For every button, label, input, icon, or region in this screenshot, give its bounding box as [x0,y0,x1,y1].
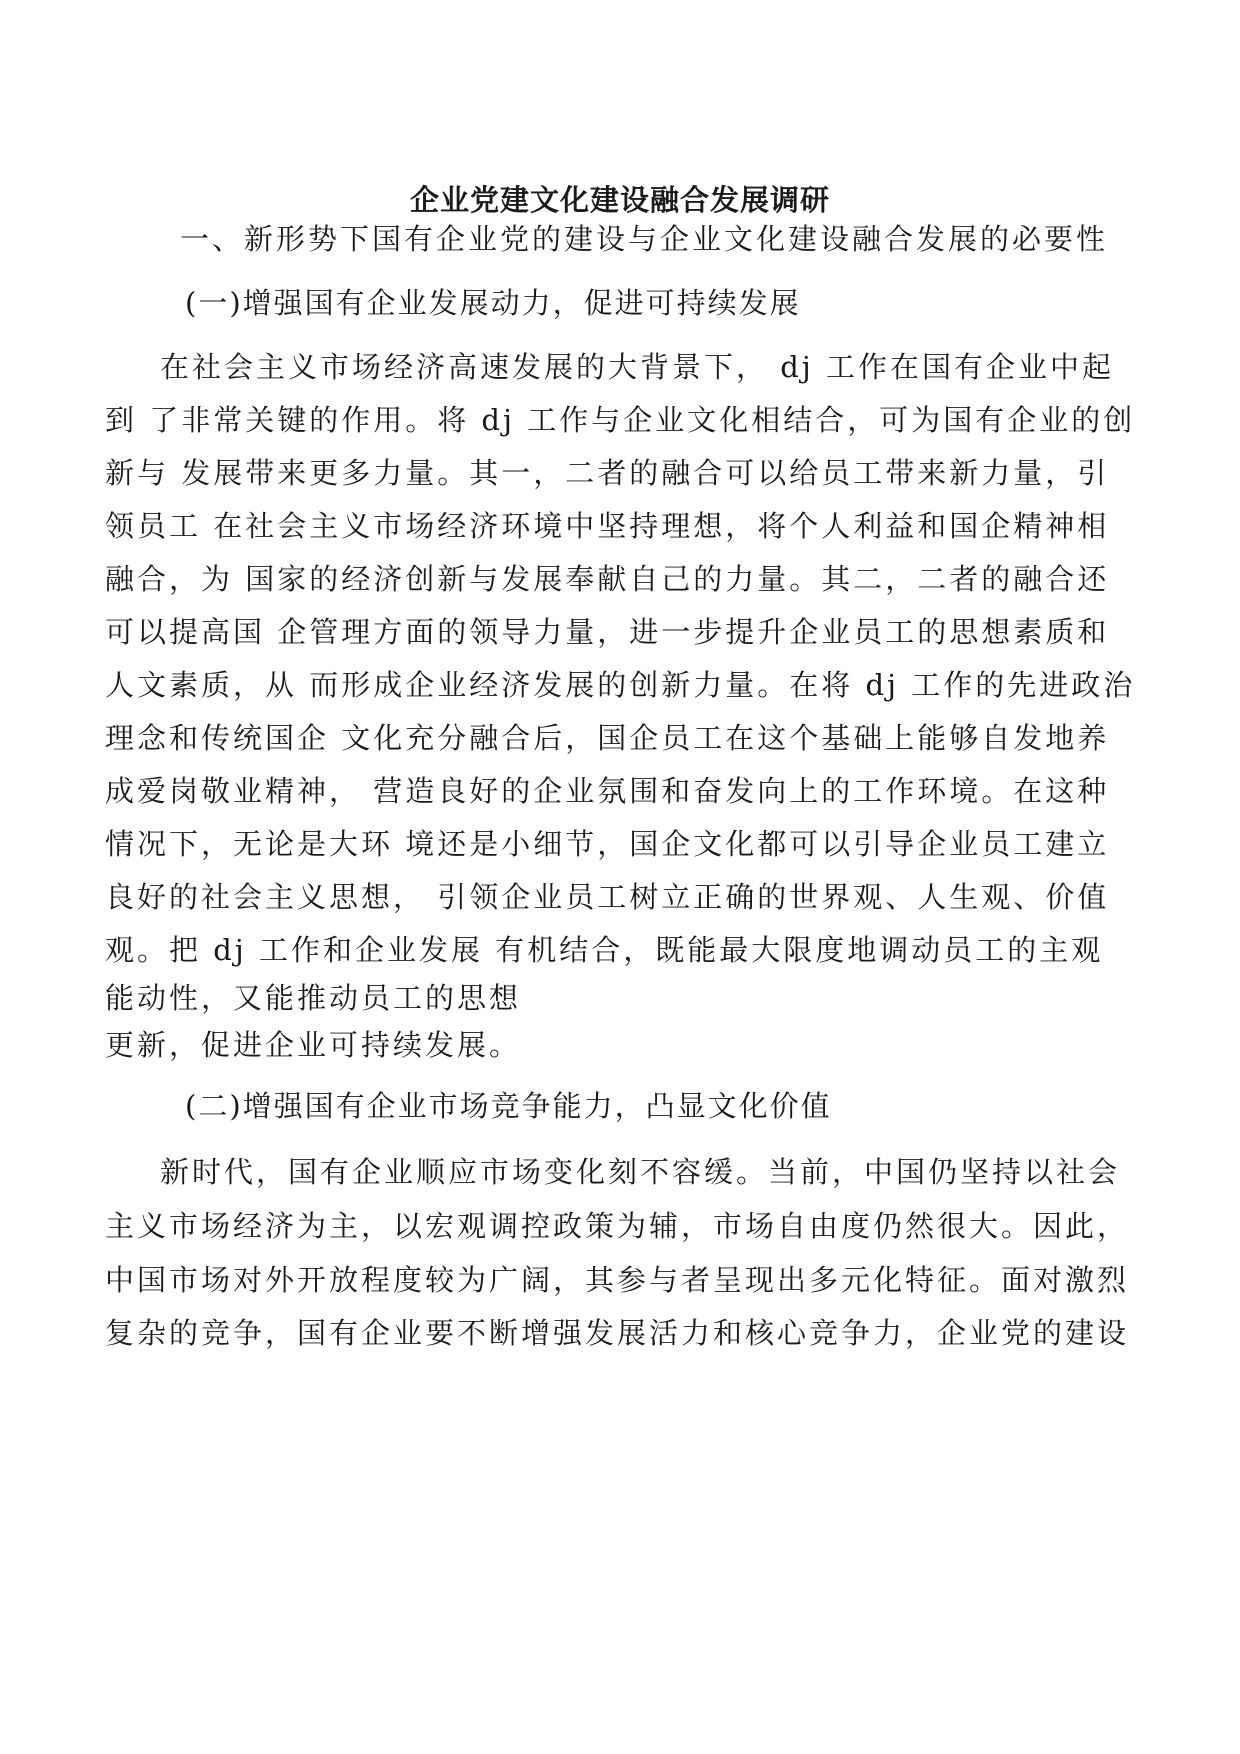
paragraph-line: 在社会主义市场经济高速发展的大背景下， dj 工作在国有企业中起 [160,350,1114,384]
paragraph-line: 能动性，又能推动员工的思想 [105,981,522,1015]
subsection-heading-2: (二)增强国有企业市场竞争能力，凸显文化价值 [185,1089,832,1123]
paragraph-line: 新时代，国有企业顺应市场变化刻不容缓。当前，中国仍坚持以社会 [160,1155,1121,1189]
paragraph-line: 主义市场经济为主，以宏观调控政策为辅，市场自由度仍然很大。因此， [105,1209,1130,1243]
paragraph-line: 人文素质，从 而形成企业经济发展的创新力量。在将 dj 工作的先进政治 [105,668,1136,702]
paragraph-line: 情况下，无论是大环 境还是小细节，国企文化都可以引导企业员工建立 [105,827,1110,861]
paragraph-line: 复杂的竞争，国有企业要不断增强发展活力和核心竞争力，企业党的建设 [105,1316,1130,1350]
subsection-heading-1: (一)增强国有企业发展动力，促进可持续发展 [185,286,801,320]
paragraph-line: 领员工 在社会主义市场经济环境中坚持理想，将个人利益和国企精神相 [105,509,1110,543]
document-title: 企业党建文化建设融合发展调研 [409,183,830,217]
paragraph-line: 中国市场对外开放程度较为广阔，其参与者呈现出多元化特征。面对激烈 [105,1263,1130,1297]
paragraph-line: 成爱岗敬业精神， 营造良好的企业氛围和奋发向上的工作环境。在这种 [105,774,1110,808]
paragraph-line: 到 了非常关键的作用。将 dj 工作与企业文化相结合，可为国有企业的创 [105,403,1136,437]
paragraph-line: 可以提高国 企管理方面的领导力量，进一步提升企业员工的思想素质和 [105,615,1110,649]
paragraph-line: 融合，为 国家的经济创新与发展奉献自己的力量。其二，二者的融合还 [105,562,1110,596]
paragraph-line: 理念和传统国企 文化充分融合后，国企员工在这个基础上能够自发地养 [105,721,1110,755]
paragraph-line: 更新，促进企业可持续发展。 [105,1028,522,1062]
paragraph-line: 良好的社会主义思想， 引领企业员工树立正确的世界观、人生观、价值 [105,880,1110,914]
section-heading: 一、新形势下国有企业党的建设与企业文化建设融合发展的必要性 [180,222,1109,256]
paragraph-line: 观。把 dj 工作和企业发展 有机结合，既能最大限度地调动员工的主观 [105,933,1104,967]
paragraph-line: 新与 发展带来更多力量。其一，二者的融合可以给员工带来新力量，引 [105,456,1110,490]
